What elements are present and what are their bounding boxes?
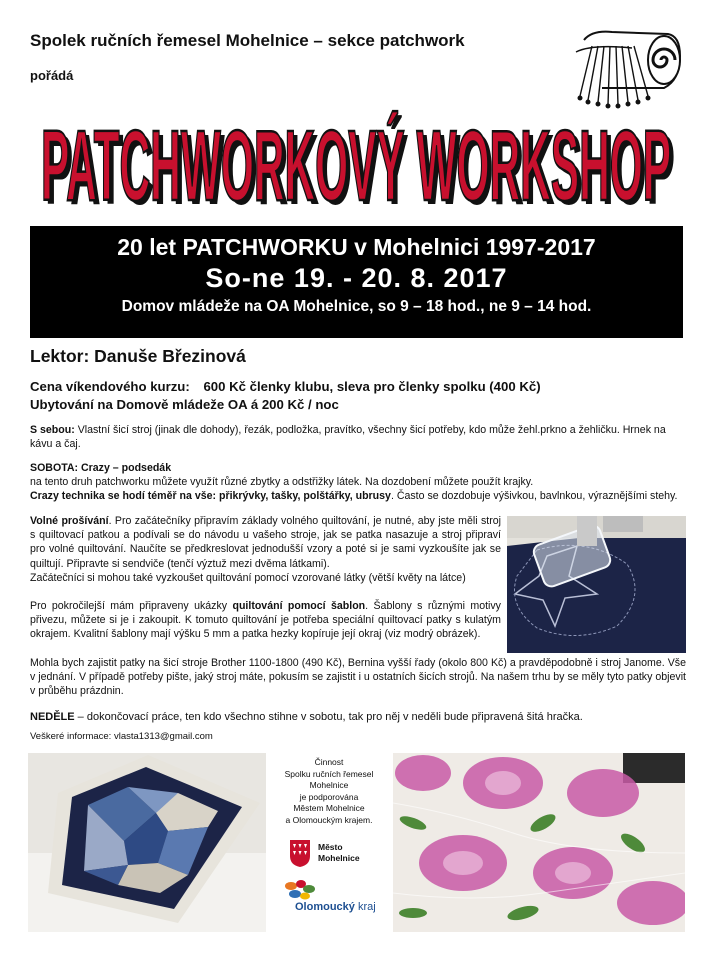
city-logo-line-2: Mohelnice bbox=[318, 853, 360, 863]
sunday-label: NEDĚLE bbox=[30, 711, 75, 723]
price-block bbox=[30, 378, 541, 414]
beginners-note: Začátečníci si mohou také vyzkoušet quiltování pomocí vzorované látky (větší květy na látce) bbox=[30, 571, 466, 584]
crazy-quilt-photo bbox=[28, 753, 266, 932]
support-line-2: Spolku ručních řemesel bbox=[284, 768, 374, 779]
free-quilting-paragraph bbox=[30, 514, 501, 585]
lecturer-heading: Lektor: Danuše Březinová bbox=[30, 346, 246, 366]
lace-pillow-logo bbox=[572, 26, 684, 114]
workshop-title-wrapper bbox=[0, 108, 713, 220]
event-banner bbox=[30, 226, 683, 338]
venue-line: Domov mládeže na OA Mohelnice, so 9 – 18 hod., ne 9 – 14 hod. bbox=[121, 298, 592, 315]
region-logo bbox=[275, 878, 390, 918]
free-quilting-label: Volné prošívání bbox=[30, 515, 109, 527]
support-line-6: a Olomouckým krajem. bbox=[285, 814, 373, 825]
workshop-title: PATCHWORKOVÝ WORKSHOP bbox=[40, 110, 671, 220]
support-notice bbox=[278, 757, 380, 826]
support-line-1: Činnost bbox=[314, 757, 344, 767]
organizer-heading: Spolek ručních řemesel Mohelnice – sekce patchwork bbox=[30, 31, 465, 50]
templates-bold: quiltování pomocí šablon bbox=[232, 600, 366, 612]
bring-label: S sebou: bbox=[30, 424, 75, 436]
ruler-quilting-photo bbox=[507, 516, 686, 653]
saturday-label: SOBOTA: Crazy – podsedák bbox=[30, 462, 172, 474]
free-quilting-text: . Pro začátečníky připravím základy volného quiltování, je nutné, aby jste měli stroj s quiltovací patkou a podívali se do návodu u vašeho stroje, jak se patka nasazuje a stroj připraví pro volné quiltování. Naučíte se předkreslovat jednodušší vzory a poté si je sami vyzkoušíte jak se quiltují. Připravte si sendviče (tenčí výztuž mezi dvěma látkami). bbox=[30, 515, 501, 570]
price-value: 600 Kč členky klubu, sleva pro členky spolku (400 Kč) bbox=[203, 379, 541, 394]
support-line-5: Městem Mohelnice bbox=[293, 803, 365, 813]
saturday-paragraph bbox=[30, 461, 686, 504]
presents-label: pořádá bbox=[30, 68, 74, 83]
city-logo-line-1: Město bbox=[318, 842, 343, 852]
flower-quilt-photo bbox=[393, 753, 685, 932]
saturday-text: na tento druh patchworku můžete využít různé zbytky a odstřižky látek. Na dozdobení můžete použít krajky. bbox=[30, 476, 534, 489]
sunday-paragraph bbox=[30, 711, 686, 723]
presser-feet-paragraph: Mohla bych zajistit patky na šicí stroje Brother 1100-1800 (490 Kč), Bernina vyšší řady (okolo 800 Kč) a pravděpodobně i stroj Janome. Vše v jednání. V případě potřeby pište, jaký stroj máte, pokusím se zajistit i u ostatních šicích strojů. Na našem trhu by se měly tyto patky objevit v průběhu prázdnin. bbox=[30, 657, 686, 698]
bring-paragraph bbox=[30, 423, 686, 451]
city-logo bbox=[288, 838, 378, 870]
bring-text: Vlastní šicí stroj (jinak dle dohody), řezák, podložka, pravítko, všechny šicí potřeby, kdo může žehl.prkno a žehličku. Hrnek na kávu a čaj. bbox=[30, 424, 666, 451]
region-logo-word-2: kraj bbox=[357, 901, 376, 913]
date-line: So-ne 19. - 20. 8. 2017 bbox=[205, 263, 508, 293]
anniversary-line: 20 let PATCHWORKU v Mohelnici 1997-2017 bbox=[117, 234, 596, 260]
crazy-note-bold: Crazy technika se hodí téměř na vše: přikrývky, tašky, polštářky, ubrusy bbox=[30, 490, 391, 503]
support-line-4: je podporována bbox=[299, 791, 359, 802]
advanced-text-2: . Šablony s různými motivy přivezu, můžete si je i zakoupit. K tomuto quiltování je potřeba speciální quiltovací patky s kulatým okrajem. Kvalitní šablony mají výšku 5 mm a patka hezky kopíruje její okraj (viz modrý obrázek). bbox=[30, 600, 501, 641]
advanced-paragraph bbox=[30, 599, 501, 642]
support-line-3: Mohelnice bbox=[309, 780, 349, 790]
lodging-line: Ubytování na Domově mládeže OA á 200 Kč / noc bbox=[30, 397, 339, 412]
price-label: Cena víkendového kurzu: bbox=[30, 379, 190, 394]
sunday-text: – dokončovací práce, ten kdo všechno stihne v sobotu, tak pro něj v neděli bude připravená šitá hračka. bbox=[74, 711, 583, 723]
contact-info: Veškeré informace: vlasta1313@gmail.com bbox=[30, 731, 213, 742]
crazy-note-rest: . Často se dozdobuje výšivkou, bavlnkou, výraznějšími stehy. bbox=[390, 490, 678, 503]
advanced-text-1: Pro pokročilejší mám připraveny ukázky bbox=[30, 600, 233, 612]
workshop-title-shadow: PATCHWORKOVÝ WORKSHOP bbox=[44, 114, 675, 220]
region-logo-word-1: Olomoucký bbox=[295, 901, 355, 913]
